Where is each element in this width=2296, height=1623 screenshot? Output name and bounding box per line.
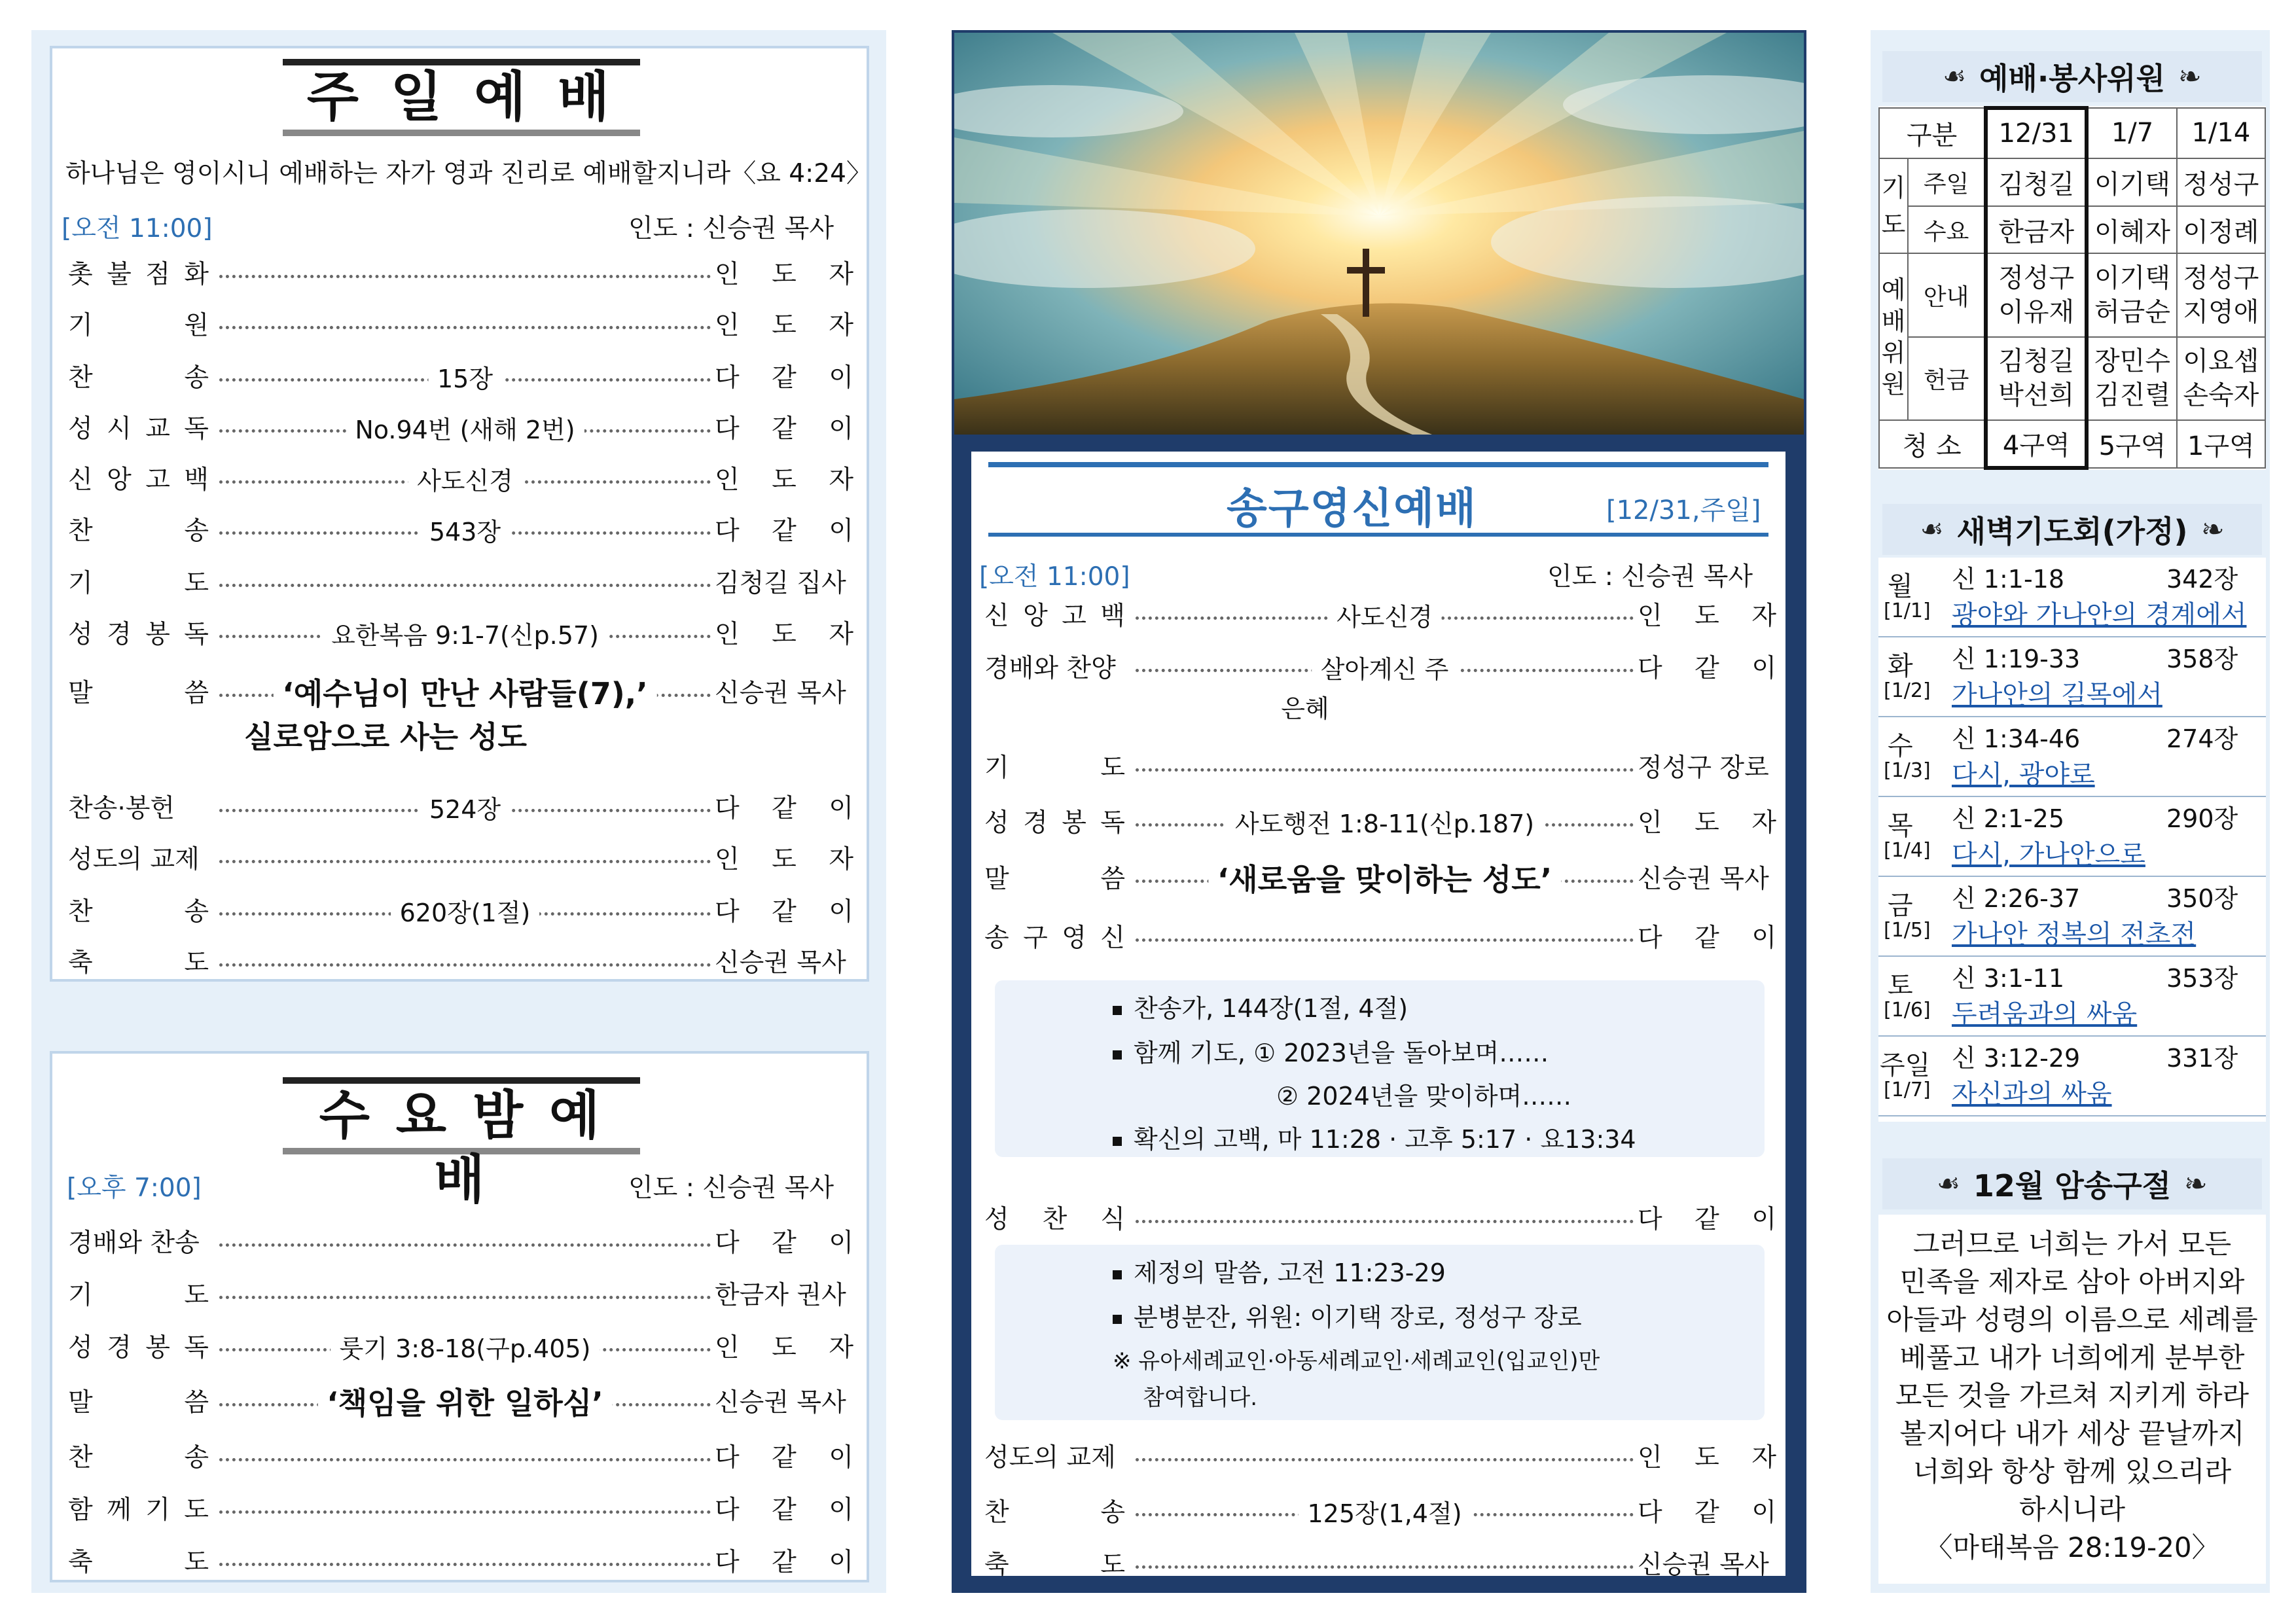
order-label: 송 구 영 신 (984, 923, 1125, 953)
day-name: 주일 (1880, 1050, 1931, 1080)
order-person: 신승권 목사 (715, 679, 846, 708)
ornament-left-icon: ☙ (1920, 514, 1944, 544)
day-date: [1/1] (1884, 599, 1931, 622)
order-label: 기 원 (68, 311, 209, 340)
day-hymn: 274장 (2166, 724, 2238, 753)
day-date: [1/4] (1884, 839, 1931, 862)
sunday-verse: 하나님은 영이시니 예배하는 자가 영과 진리로 예배할지니라〈요 4:24〉 (65, 159, 872, 188)
order-detail: 543장 (420, 512, 510, 548)
committee-head-date: 1/14 (2177, 108, 2265, 158)
wednesday-title: 수 요 밤 예 배 (283, 1077, 640, 1154)
dot-leader (219, 1381, 711, 1420)
memory-line: 하시니라 (2018, 1493, 2126, 1525)
order-label: 함 께 기 도 (68, 1495, 209, 1525)
order-person: 신승권 목사 (1638, 865, 1769, 894)
dot-leader (1136, 746, 1634, 785)
order-person: 다 같 이 (715, 1548, 853, 1577)
memory-verse-box (1878, 1215, 2266, 1584)
wednesday-service-box (50, 1051, 869, 1582)
dot-leader (219, 562, 711, 601)
dot-leader (1136, 857, 1634, 897)
dot-leader (219, 356, 711, 395)
cross-hill-image (954, 33, 1804, 435)
day-date: [1/3] (1884, 759, 1931, 782)
order-label: 촛 불 점 화 (68, 260, 209, 289)
order-row (68, 613, 853, 652)
order-label: 신 앙 고 백 (68, 465, 209, 495)
dot-leader (219, 253, 711, 292)
day-name: 화 (1888, 651, 1913, 681)
order-person: 인 도 자 (1638, 601, 1776, 631)
order-label: 성도의 교제 (68, 845, 200, 874)
order-detail: 524장 (420, 789, 510, 825)
ornament-right-icon: ☙ (2184, 1169, 2208, 1199)
newyear-item: 확신의 고백, 마 11:28 · 고후 5:17 · 요13:34 (1113, 1119, 1636, 1155)
day-passage: 신 3:12-29 (1952, 1044, 2081, 1073)
wednesday-order-list (68, 1054, 853, 1580)
dot-leader (219, 304, 711, 343)
order-person: 인 도 자 (715, 311, 853, 340)
day-name: 수 (1888, 731, 1913, 761)
committee-cell: 1구역 (2177, 420, 2265, 468)
memory-line: 베풀고 내가 너희에게 분부한 (1899, 1342, 2245, 1374)
order-person: 다 같 이 (1638, 1205, 1776, 1234)
order-person: 다 같 이 (1638, 1498, 1776, 1527)
order-person: 다 같 이 (715, 1495, 853, 1525)
committee-cell: 5구역 (2087, 420, 2177, 468)
dawn-prayer-list (1878, 558, 2266, 1122)
newyear-item: 함께 기도, ① 2023년을 돌아보며…… (1113, 1033, 1549, 1069)
newyear-time: [오전 11:00] (979, 562, 1130, 592)
order-detail: ‘책임을 위한 일하심’ (317, 1380, 612, 1423)
order-row (68, 356, 853, 395)
order-person: 다 같 이 (715, 516, 853, 546)
order-detail: ‘새로움을 맞이하는 성도’ (1208, 856, 1561, 899)
committee-sub: 안내 (1908, 253, 1986, 336)
order-row (68, 1488, 853, 1527)
order-label: 찬송·봉헌 (68, 794, 175, 823)
day-date: [1/7] (1884, 1079, 1931, 1101)
dawn-prayer-day (1878, 717, 2266, 797)
day-passage: 신 1:34-46 (1952, 724, 2081, 753)
committee-cell: 4구역 (1986, 420, 2087, 468)
day-title-link[interactable]: 다시, 광야로 (1952, 760, 2095, 790)
order-row (68, 787, 853, 826)
order-detail: 620장(1절) (391, 893, 540, 929)
order-person: 인 도 자 (715, 620, 853, 649)
day-passage: 신 2:26-37 (1952, 884, 2081, 913)
order-detail: 15장 (428, 359, 502, 395)
order-detail: 사도신경 (408, 461, 522, 497)
committee-header: ☙ 예배·봉사위원 ☙ (1882, 51, 2262, 102)
committee-cell: 이혜자 (2087, 206, 2177, 254)
order-row (984, 1436, 1776, 1475)
order-row (68, 1326, 853, 1365)
order-label: 찬 송 (984, 1498, 1125, 1527)
order-person: 인 도 자 (1638, 808, 1776, 838)
newyear-note: ※ 유아세례교인·아동세례교인·세례교인(입교인)만 (1113, 1348, 1600, 1374)
order-person: 인 도 자 (715, 260, 853, 289)
order-person: 다 같 이 (715, 1443, 853, 1472)
dot-leader (219, 509, 711, 548)
day-title-link[interactable]: 다시, 가나안으로 (1952, 840, 2145, 870)
dot-leader (219, 1326, 711, 1365)
committee-cell: 한금자 (1986, 206, 2087, 254)
order-label: 찬 송 (68, 897, 209, 927)
committee-table (1878, 106, 2266, 470)
order-detail: ‘예수님이 만난 사람들(7),’ (273, 670, 656, 713)
order-label: 말 씀 (68, 679, 209, 708)
newyear-item: 분병분잔, 위원: 이기택 장로, 정성구 장로 (1113, 1297, 1582, 1333)
order-label: 성 찬 식 (984, 1205, 1125, 1234)
order-row (984, 594, 1776, 633)
day-hymn: 350장 (2166, 884, 2238, 913)
order-detail: 사도행전 1:8-11(신p.187) (1226, 804, 1543, 840)
memory-line: 아들과 성령의 이름으로 세례를 (1886, 1304, 2258, 1336)
dot-leader (1136, 594, 1634, 633)
order-person: 다 같 이 (1638, 654, 1776, 683)
dot-leader (1136, 1491, 1634, 1530)
order-detail: 살아계신 주 (1312, 649, 1458, 685)
dot-leader (1136, 1543, 1634, 1582)
committee-cell: 장민수 김진렬 (2087, 337, 2177, 420)
day-name: 토 (1888, 971, 1913, 1001)
newyear-item: ② 2024년을 맞이하며…… (1276, 1082, 1572, 1111)
committee-cleaning-label: 청 소 (1879, 420, 1986, 468)
ornament-left-icon: ☙ (1943, 62, 1966, 92)
memory-reference: 〈마태복음 28:19-20〉 (1925, 1531, 2219, 1563)
committee-head-date: 12/31 (1986, 108, 2087, 158)
day-name: 금 (1888, 891, 1913, 921)
order-row (984, 916, 1776, 955)
order-row (68, 407, 853, 446)
order-label: 찬 송 (68, 1443, 209, 1472)
order-label: 말 씀 (68, 1388, 209, 1418)
sunday-leader: 인도 : 신승권 목사 (628, 214, 834, 243)
dot-leader (1136, 647, 1634, 686)
order-row (984, 1198, 1776, 1237)
committee-group-usher: 예배위원 (1879, 253, 1908, 420)
order-row (68, 1541, 853, 1580)
day-title-link[interactable]: 자신과의 싸움 (1952, 1079, 2112, 1109)
order-row (984, 647, 1776, 686)
newyear-title: 송구영신예배 (1227, 485, 1477, 533)
committee-cell: 정성구 이유재 (1986, 253, 2087, 336)
order-row (68, 253, 853, 292)
order-row (68, 1436, 853, 1475)
order-label: 성 경 봉 독 (68, 1333, 209, 1363)
ornament-left-icon: ☙ (1937, 1169, 1960, 1199)
order-person: 다 같 이 (715, 1228, 853, 1258)
order-person: 한금자 권사 (715, 1281, 846, 1310)
day-title-link[interactable]: 광야와 가나안의 경계에서 (1952, 600, 2247, 630)
day-hymn: 353장 (2166, 964, 2238, 993)
committee-head-label: 구분 (1879, 108, 1986, 158)
order-label: 성 시 교 독 (68, 414, 209, 444)
day-hymn: 290장 (2166, 804, 2238, 833)
order-person: 인 도 자 (715, 465, 853, 495)
newyear-note: 참여합니다. (1143, 1385, 1258, 1411)
order-row (68, 1221, 853, 1260)
ornament-right-icon: ☙ (2200, 514, 2225, 544)
day-passage: 신 1:19-33 (1952, 645, 2081, 673)
day-date: [1/5] (1884, 919, 1931, 942)
dot-leader (219, 1488, 711, 1527)
order-person: 다 같 이 (715, 794, 853, 823)
newyear-item: 제정의 말씀, 고전 11:23-29 (1113, 1253, 1446, 1289)
ornament-right-icon: ☙ (2178, 62, 2202, 92)
order-label: 성도의 교제 (984, 1443, 1116, 1472)
committee-group-prayer: 기도 (1879, 158, 1908, 254)
order-row (68, 890, 853, 929)
cross-hill-illustration (954, 33, 1804, 435)
order-label: 성 경 봉 독 (984, 808, 1125, 838)
day-title-link[interactable]: 가나안 정복의 전초전 (1952, 919, 2197, 950)
dot-leader (219, 941, 711, 980)
order-person: 다 같 이 (715, 363, 853, 393)
day-date: [1/2] (1884, 679, 1931, 702)
order-row (68, 458, 853, 497)
dot-leader (219, 838, 711, 877)
order-person: 신승권 목사 (1638, 1550, 1769, 1580)
order-label: 찬 송 (68, 516, 209, 546)
order-row (68, 562, 853, 601)
order-label: 축 도 (984, 1550, 1125, 1580)
committee-sub: 주일 (1908, 158, 1986, 206)
dawn-prayer-day (1878, 797, 2266, 877)
order-detail: 룻기 3:8-18(구p.405) (331, 1329, 600, 1364)
memory-line: 볼지어다 내가 세상 끝날까지 (1899, 1418, 2245, 1450)
dot-leader (219, 407, 711, 446)
order-row (984, 746, 1776, 785)
order-label: 축 도 (68, 948, 209, 978)
committee-cell: 김청길 (1986, 158, 2087, 206)
dot-leader (219, 1221, 711, 1260)
order-label: 찬 송 (68, 363, 209, 393)
order-person: 인 도 자 (1638, 1443, 1776, 1472)
order-person: 인 도 자 (715, 1333, 853, 1363)
order-row (984, 1543, 1776, 1582)
newyear-date: [12/31,주일] (1606, 495, 1761, 526)
day-title-link[interactable]: 두려움과의 싸움 (1952, 999, 2138, 1029)
day-name: 목 (1888, 811, 1913, 841)
order-detail: 사도신경 (1327, 597, 1442, 633)
order-row (68, 1381, 853, 1420)
order-label: 경배와 찬송 (68, 1228, 200, 1258)
order-detail: 125장(1,4절) (1298, 1493, 1471, 1529)
committee-sub: 헌금 (1908, 337, 1986, 420)
newyear-items-1 (995, 980, 1765, 1157)
sunday-order-list (68, 48, 853, 979)
day-passage: 신 2:1-25 (1952, 804, 2065, 833)
dot-leader (1136, 1436, 1634, 1475)
dot-leader (219, 1436, 711, 1475)
order-row (68, 671, 853, 711)
dot-leader (219, 1274, 711, 1313)
dot-leader (1136, 1198, 1634, 1237)
memory-line: 그러므로 너희는 가서 모든 (1912, 1228, 2232, 1260)
newyear-service-box (971, 452, 1785, 1580)
committee-cell: 이기택 허금순 (2087, 253, 2177, 336)
order-detail: 요한복음 9:1-7(신p.57) (322, 615, 608, 651)
dot-leader (219, 787, 711, 826)
order-person: 신승권 목사 (715, 948, 846, 978)
order-detail-cont: 은혜 (1281, 694, 1329, 723)
dawn-prayer-day (1878, 957, 2266, 1037)
newyear-leader: 인도 : 신승권 목사 (1547, 562, 1753, 592)
order-row (984, 857, 1776, 897)
committee-table-wrap (1878, 106, 2266, 470)
order-row (68, 838, 853, 877)
dot-leader (1136, 916, 1634, 955)
sunday-title: 주 일 예 배 (283, 59, 640, 136)
memory-line: 너희와 항상 함께 있으리라 (1912, 1455, 2232, 1488)
sunday-service-box (50, 46, 872, 982)
sunday-time: [오전 11:00] (62, 214, 213, 243)
order-label: 경배와 찬양 (984, 654, 1116, 683)
dot-leader (219, 613, 711, 652)
order-label: 기 도 (68, 569, 209, 598)
order-person: 다 같 이 (1638, 923, 1776, 953)
dawn-prayer-day (1878, 1037, 2266, 1116)
committee-cell: 김청길 박선희 (1986, 337, 2087, 420)
order-person: 정성구 장로 (1638, 753, 1769, 783)
memory-line: 모든 것을 가르쳐 지키게 하라 (1895, 1380, 2250, 1412)
day-hymn: 358장 (2166, 645, 2238, 673)
dot-leader (219, 671, 711, 711)
order-detail: No.94번 (새해 2번) (346, 410, 584, 446)
order-person: 김청길 집사 (715, 569, 846, 598)
committee-sub: 수요 (1908, 206, 1986, 254)
order-label: 신 앙 고 백 (984, 601, 1125, 631)
dot-leader (219, 1541, 711, 1580)
order-label: 기 도 (68, 1281, 209, 1310)
dawn-prayer-day (1878, 877, 2266, 957)
committee-cell: 정성구 (2177, 158, 2265, 206)
day-date: [1/6] (1884, 999, 1931, 1022)
day-hymn: 342장 (2166, 565, 2238, 594)
dawn-prayer-day (1878, 558, 2266, 637)
newyear-items-2 (995, 1245, 1765, 1420)
order-label: 축 도 (68, 1548, 209, 1577)
order-label: 성 경 봉 독 (68, 620, 209, 649)
order-row (68, 304, 853, 343)
dot-leader (219, 890, 711, 929)
order-label: 기 도 (984, 753, 1125, 783)
newyear-item: 찬송가, 144장(1절, 4절) (1113, 988, 1408, 1024)
order-detail-cont: 실로암으로 사는 성도 (244, 719, 527, 755)
order-label: 말 씀 (984, 865, 1125, 894)
dawn-prayer-header: ☙ 새벽기도회(가정) ☙ (1882, 504, 2262, 555)
dot-leader (219, 458, 711, 497)
day-title-link[interactable]: 가나안의 길목에서 (1952, 680, 2162, 710)
order-person: 인 도 자 (715, 845, 853, 874)
memory-line: 민족을 제자로 삼아 아버지와 (1899, 1266, 2245, 1298)
wednesday-time: [오후 7:00] (67, 1173, 202, 1203)
order-row (68, 1274, 853, 1313)
committee-cell: 이정례 (2177, 206, 2265, 254)
memory-verse-header: ☙ 12월 암송구절 ☙ (1882, 1158, 2262, 1209)
order-row (68, 509, 853, 548)
dot-leader (1136, 801, 1634, 840)
day-hymn: 331장 (2166, 1044, 2238, 1073)
day-passage: 신 1:1-18 (1952, 565, 2065, 594)
order-person: 신승권 목사 (715, 1388, 846, 1418)
committee-cell: 정성구 지영애 (2177, 253, 2265, 336)
committee-cell: 이요셉 손숙자 (2177, 337, 2265, 420)
wednesday-leader: 인도 : 신승권 목사 (628, 1173, 834, 1203)
order-person: 다 같 이 (715, 414, 853, 444)
order-person: 다 같 이 (715, 897, 853, 927)
order-row (984, 1491, 1776, 1530)
committee-head-date: 1/7 (2087, 108, 2177, 158)
day-name: 월 (1888, 571, 1913, 601)
order-row (68, 941, 853, 980)
committee-cell: 이기택 (2087, 158, 2177, 206)
order-row (984, 801, 1776, 840)
day-passage: 신 3:1-11 (1952, 964, 2065, 993)
dawn-prayer-day (1878, 637, 2266, 717)
